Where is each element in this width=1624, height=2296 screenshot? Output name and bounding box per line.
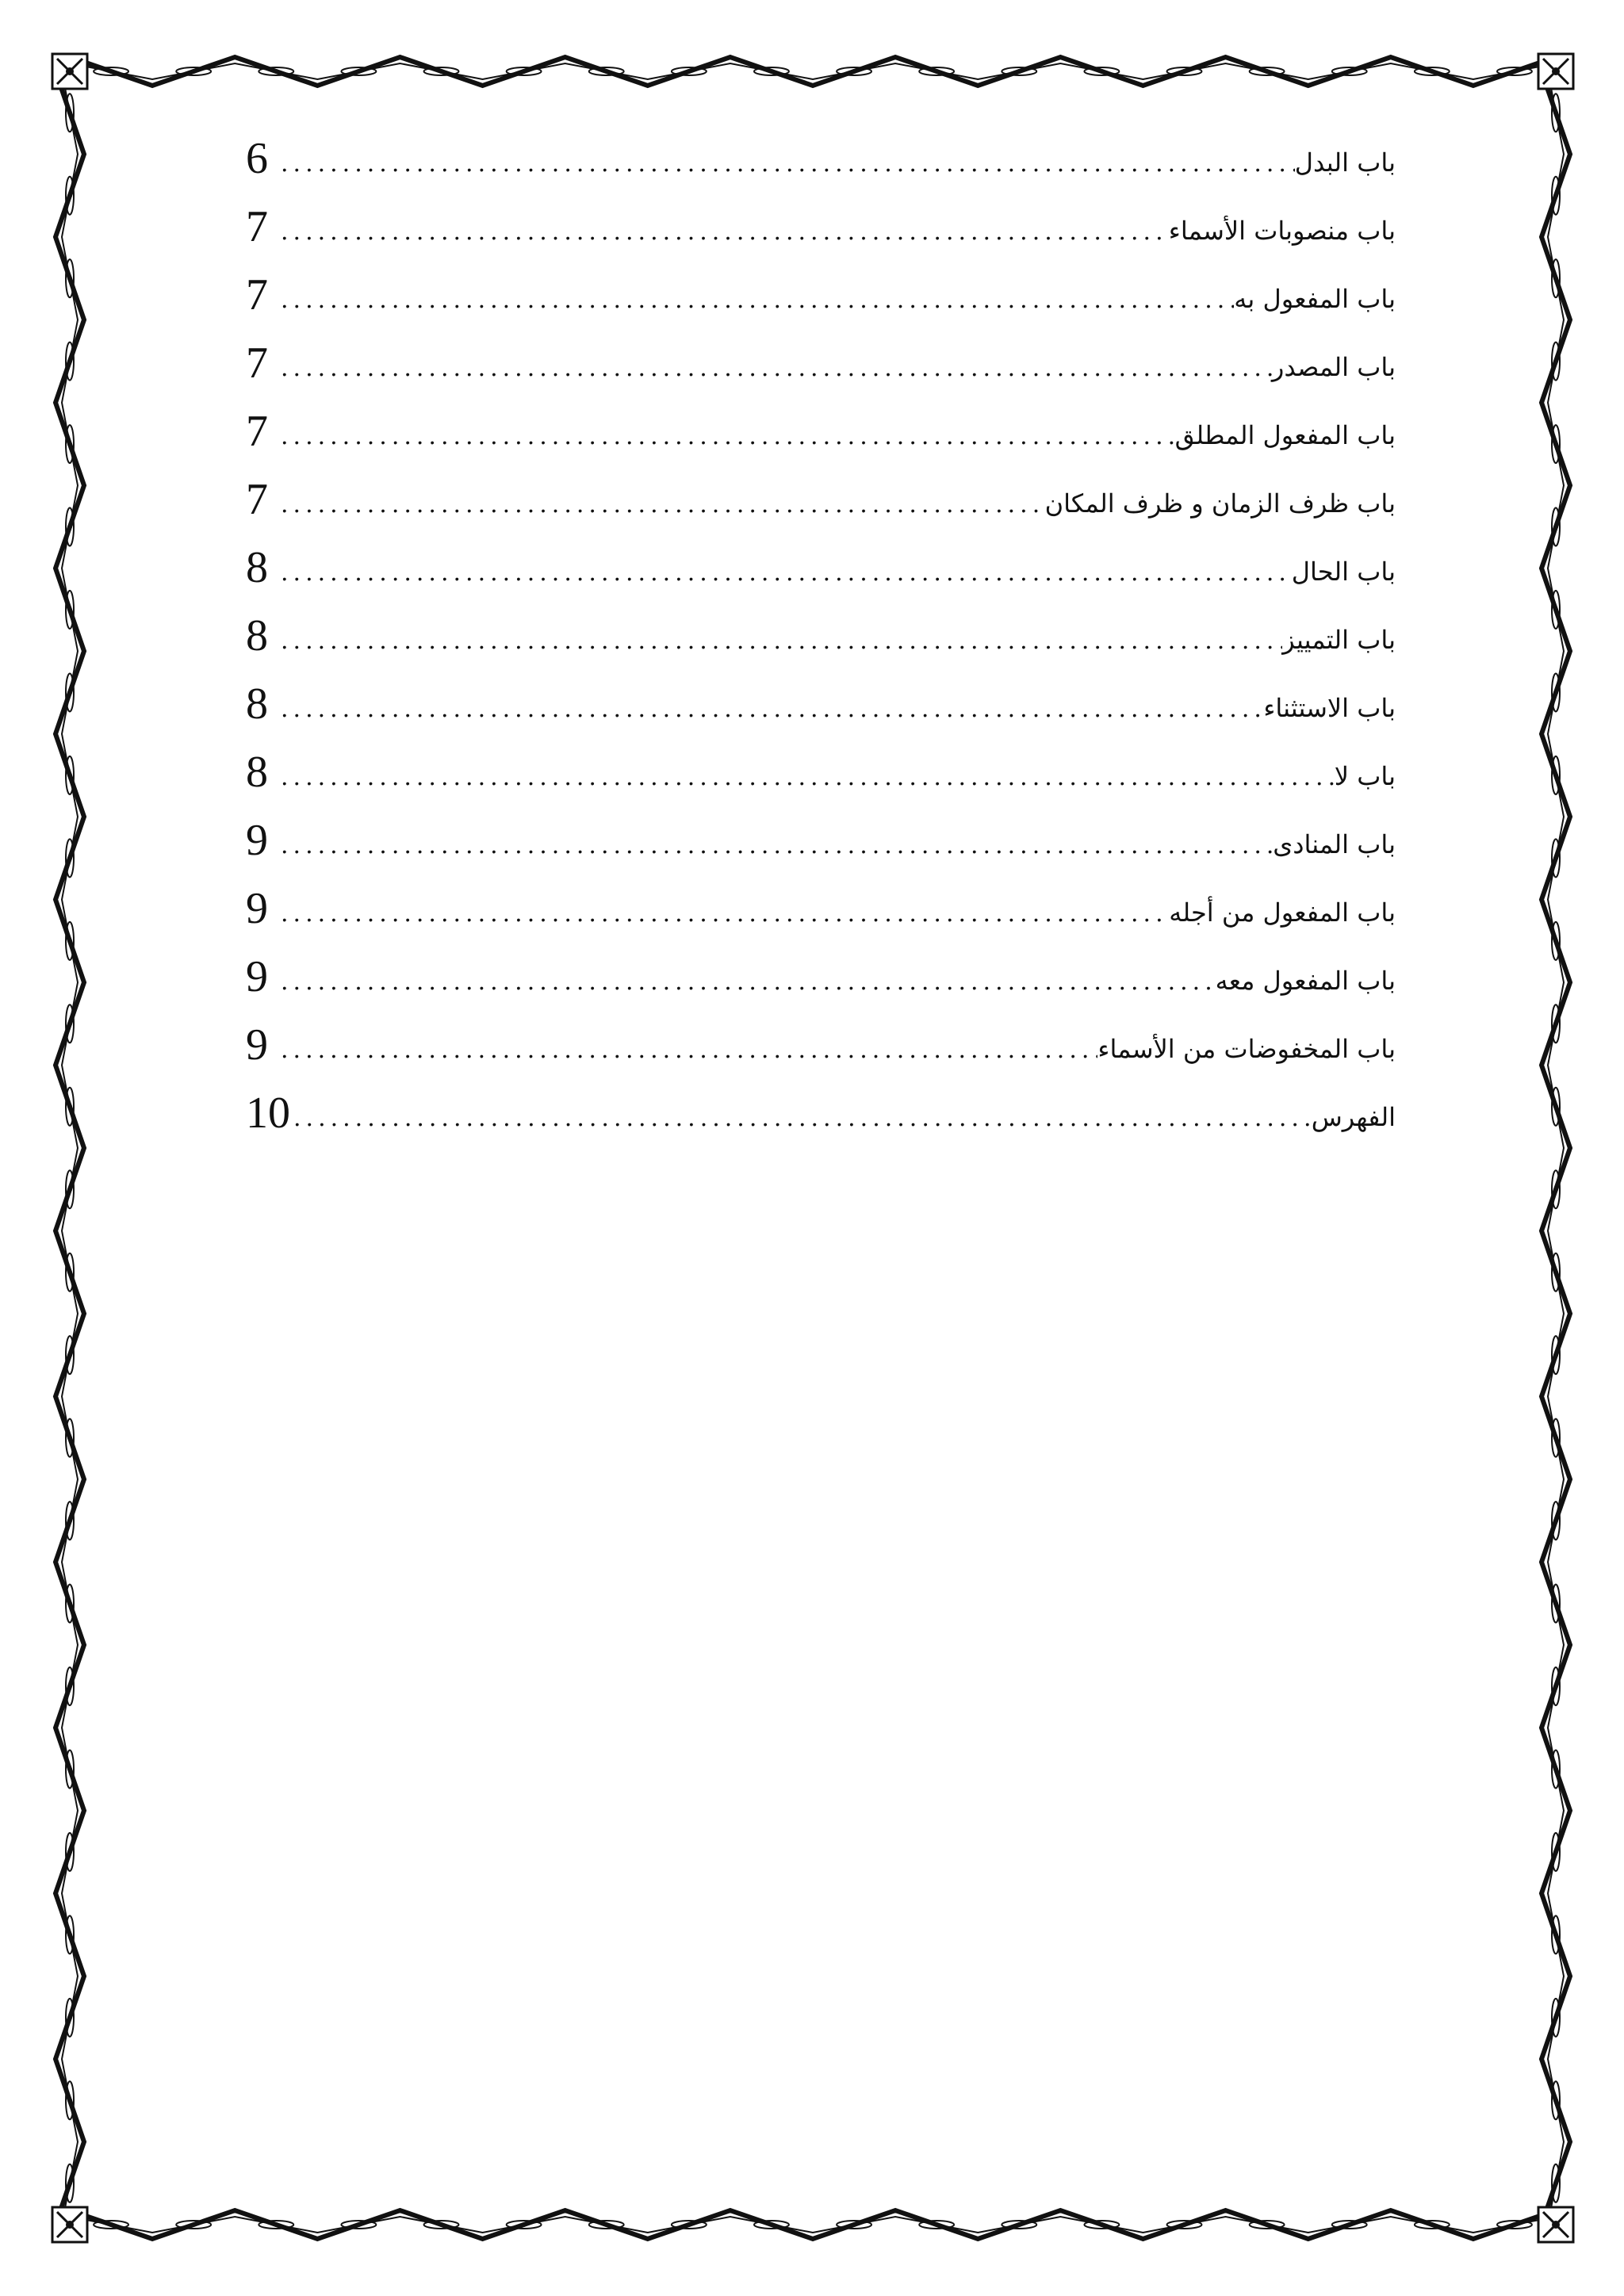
toc-dot-leader [278,150,1295,186]
toc-page-number: 9 [246,1020,268,1070]
toc-page-number: 8 [246,543,268,592]
toc-dot-leader [278,354,1272,390]
toc-entry-title: باب المفعول المطلق [1174,420,1396,450]
toc-entry[interactable] [246,458,1396,526]
toc-entry-title: الفهرس [1311,1102,1396,1132]
toc-entry[interactable] [246,799,1396,867]
toc-entry-title: باب المنادى [1273,829,1396,859]
toc-page-number: 8 [246,611,268,660]
toc-page-number: 7 [246,339,268,388]
toc-dot-leader [278,491,1045,526]
toc-entry[interactable] [246,1072,1396,1140]
toc-entry[interactable] [246,731,1396,799]
toc-page-number: 6 [246,134,268,183]
toc-entry[interactable] [246,526,1396,595]
toc-entry[interactable] [246,390,1396,458]
toc-entry[interactable] [246,663,1396,731]
toc-dot-leader [278,423,1175,458]
toc-entry[interactable] [246,322,1396,390]
toc-entry-title: باب المفعول معه [1215,966,1396,996]
toc-dot-leader [278,286,1234,322]
toc-entry[interactable] [246,867,1396,936]
toc-page-number: 7 [246,475,268,524]
toc-entry[interactable] [246,186,1396,254]
toc-dot-leader [278,763,1335,799]
toc-dot-leader [278,695,1263,731]
toc-entry[interactable] [246,254,1396,322]
toc-page-number: 10 [246,1089,290,1138]
toc-dot-leader [278,1036,1097,1072]
toc-page-number: 7 [246,202,268,251]
toc-dot-leader [278,559,1292,595]
toc-page-number: 7 [246,407,268,456]
table-of-contents [246,117,1396,1140]
toc-dot-leader [278,968,1216,1004]
toc-page-number: 8 [246,748,268,797]
toc-entry-title: باب المفعول به [1234,284,1396,314]
toc-entry[interactable] [246,595,1396,663]
toc-entry-title: باب المخفوضات من الأسماء [1097,1034,1396,1064]
toc-entry[interactable] [246,1004,1396,1072]
toc-entry-title: باب لا [1334,761,1396,791]
toc-entry-title: باب التمييز [1282,625,1396,655]
toc-entry-title: باب البدل [1294,147,1396,178]
toc-entry-title: باب الاستثناء [1263,693,1396,723]
toc-dot-leader [278,900,1169,936]
toc-entry[interactable] [246,936,1396,1004]
toc-entry-title: باب المفعول من أجله [1169,897,1396,928]
toc-page-number: 8 [246,679,268,729]
toc-entry[interactable] [246,117,1396,186]
toc-page-number: 9 [246,816,268,865]
toc-entry-title: باب الحال [1291,557,1396,587]
toc-dot-leader [278,218,1169,254]
toc-dot-leader [278,832,1273,867]
toc-entry-title: باب المصدر [1271,352,1396,382]
toc-dot-leader [290,1104,1312,1140]
toc-dot-leader [278,627,1282,663]
toc-entry-title: باب ظرف الزمان و ظرف المكان [1044,488,1396,519]
toc-page-number: 9 [246,884,268,933]
toc-page-number: 7 [246,270,268,320]
toc-page-number: 9 [246,952,268,1001]
toc-entry-title: باب منصوبات الأسماء [1168,216,1396,246]
